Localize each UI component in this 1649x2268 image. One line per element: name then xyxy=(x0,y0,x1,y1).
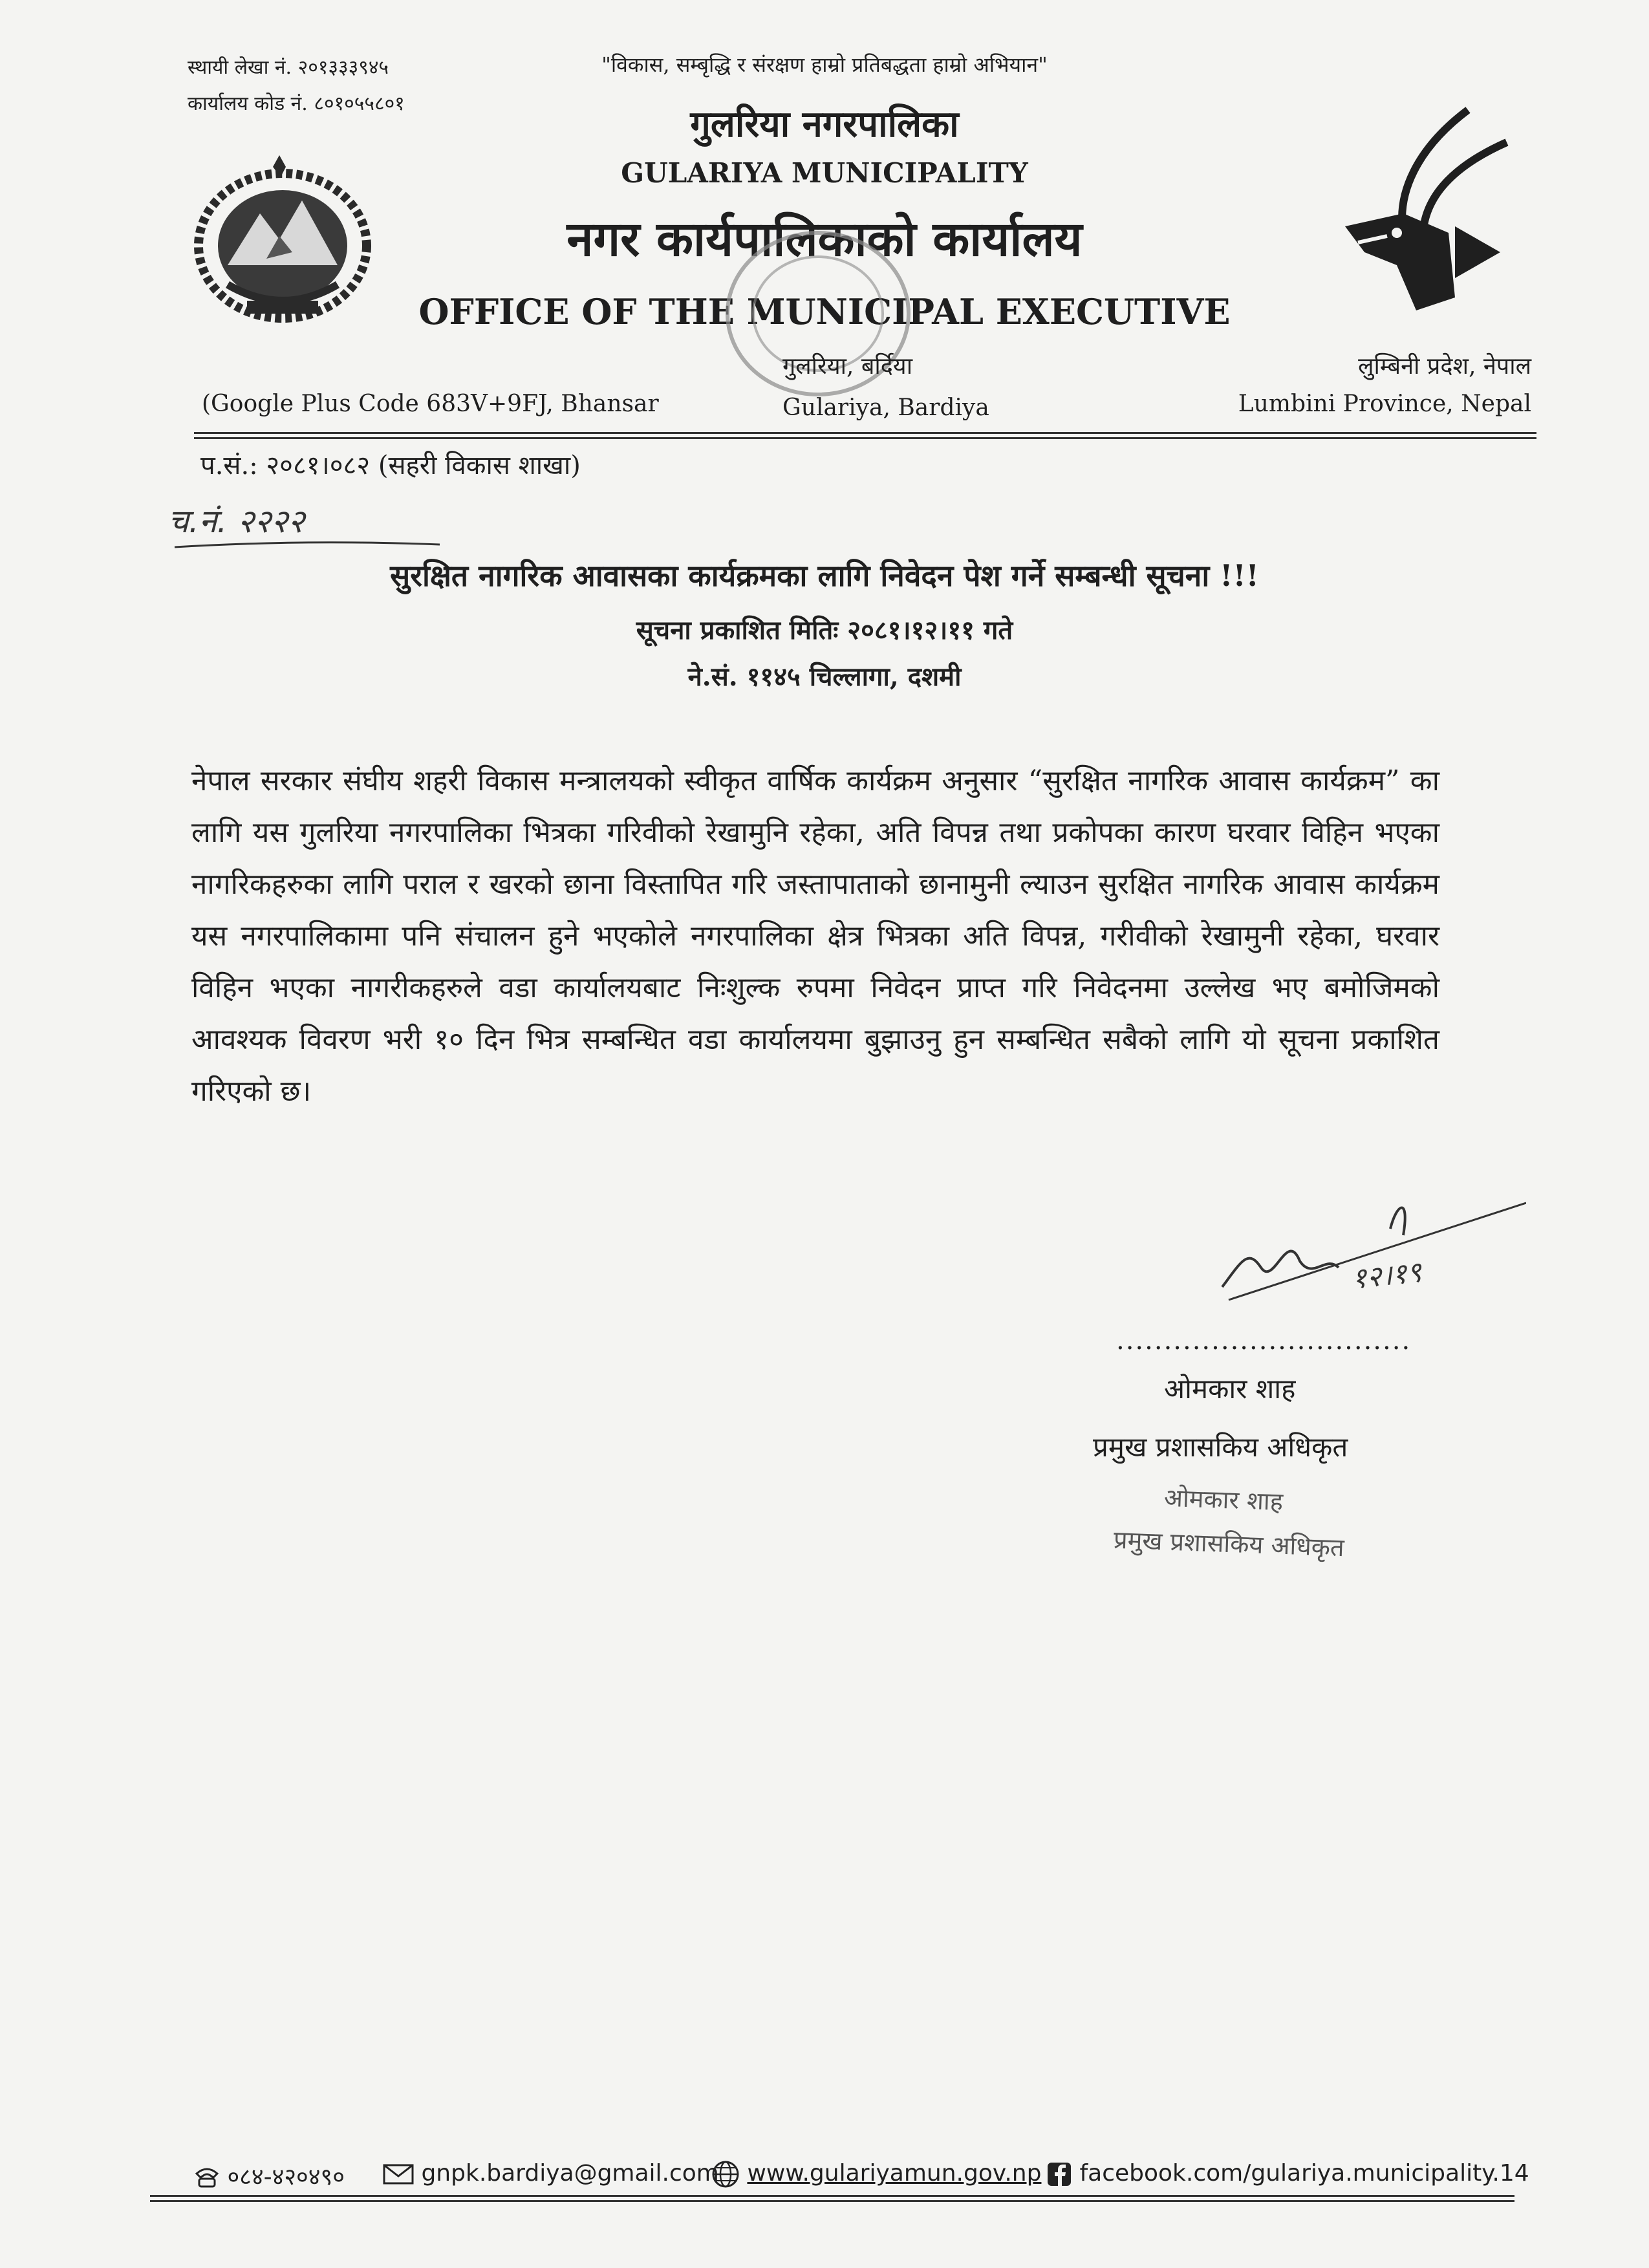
office-title-np: नगर कार्यपालिकाको कार्यालय xyxy=(566,211,1083,267)
website-link[interactable]: www.gulariyamun.gov.np xyxy=(747,2160,1042,2187)
reference-number: प.सं.: २०८१।०८२ (सहरी विकास शाखा) xyxy=(200,451,581,481)
notice-body: नेपाल सरकार संघीय शहरी विकास मन्त्रालयको स्वीकृत वार्षिक कार्यक्रम अनुसार “सुरक्षित नागरिक आवास कार्यक्रम” का लागि यस गुलरिया नगरपालिका भित्रका गरिवीको रेखामुनि रहेका, अति विपन्न तथा प्रकोपका कारण घरवार विहिन भएका नागरिकहरुका लागि पराल र खरको छाना विस्तापित गरि जस्तापाताको छानामुनी ल्याउन सुरक्षित नागरिक आवास कार्यक्रम यस नगरपालिकामा पनि संचालन हुने भएकोले नगरपालिका क्षेत्र भित्रका अति विपन्न, गरीवीको रेखामुनी रहेका, घरवार विहिन भएका नागरीकहरुले वडा कार्यालयबाट निःशुल्क रुपमा निवेदन प्राप्त गरि निवेदनमा उल्लेख भए बमोजिमको आवश्यक विवरण भरी १० दिन भित्र सम्बन्धित वडा कार्यालयमा बुझाउनु हुन सम्बन्धित सबैको लागि यो सूचना प्रकाशित गरिएको छ। xyxy=(191,764,1439,1108)
footer-facebook xyxy=(1046,2160,1529,2187)
footer-email xyxy=(383,2160,719,2187)
globe-icon xyxy=(711,2160,740,2188)
footer-divider xyxy=(150,2195,1514,2197)
dispatch-underline xyxy=(175,538,446,551)
footer-phone xyxy=(194,2160,345,2192)
stamp-signer-title: प्रमुख प्रशासकिय अधिकृत xyxy=(1113,1525,1345,1562)
dispatch-number: च.नं. २२२२ xyxy=(168,502,305,540)
signer-title: प्रमुख प्रशासकिय अधिकृत xyxy=(1093,1431,1348,1463)
address-np: गुलरिया, बर्दिया xyxy=(782,353,913,380)
published-date: सूचना प्रकाशित मितिः २०८१।१२।११ गते xyxy=(636,615,1013,645)
handwritten-date: १२।१९ xyxy=(1350,1255,1423,1296)
province-en: Lumbini Province, Nepal xyxy=(1238,391,1531,417)
address-en: Gulariya, Bardiya xyxy=(782,394,989,421)
signature-line: ............................... xyxy=(1116,1326,1412,1355)
header-divider xyxy=(194,432,1536,434)
blackbuck-logo-icon xyxy=(1326,103,1520,323)
municipality-name-np: गुलरिया नगरपालिका xyxy=(690,103,959,146)
motto: "विकास, सम्बृद्धि र संरक्षण हाम्रो प्रतिबद्धता हाम्रो अभियान" xyxy=(601,52,1048,77)
plus-code: (Google Plus Code 683V+9FJ, Bhansar xyxy=(202,391,659,417)
signer-name: ओमकार शाह xyxy=(1164,1373,1296,1405)
phone-icon xyxy=(194,2167,220,2189)
nepal-sambat-date: ने.सं. ११४५ चिल्लागा, दशमी xyxy=(687,662,962,692)
office-code: कार्यालय कोड नं. ८०१०५५८०१ xyxy=(188,92,405,115)
stamp-signer-name: ओमकार शाह xyxy=(1163,1483,1284,1517)
email-icon xyxy=(383,2163,414,2185)
header-divider xyxy=(194,437,1536,439)
email-link[interactable]: gnpk.bardiya@gmail.com xyxy=(421,2160,719,2187)
account-number: स्थायी लेखा नं. २०१३३३९४५ xyxy=(188,56,389,79)
facebook-link[interactable]: facebook.com/gulariya.municipality.14 xyxy=(1079,2160,1529,2187)
phone-number: ०८४-४२०४९० xyxy=(227,2164,345,2190)
facebook-icon xyxy=(1046,2161,1072,2187)
footer-divider xyxy=(150,2200,1514,2202)
municipality-name-en: GULARIYA MUNICIPALITY xyxy=(621,157,1028,189)
province-np: लुम्बिनी प्रदेश, नेपाल xyxy=(1358,353,1531,380)
office-title-en: OFFICE OF THE MUNICIPAL EXECUTIVE xyxy=(418,291,1231,332)
footer-website xyxy=(711,2160,1041,2188)
notice-title: सुरक्षित नागरिक आवासका कार्यक्रमका लागि निवेदन पेश गर्ने सम्बन्धी सूचना !!! xyxy=(390,558,1259,593)
